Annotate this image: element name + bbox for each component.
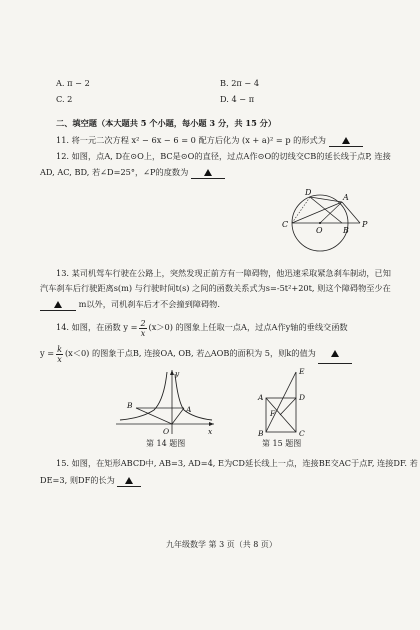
label-B: B (258, 429, 264, 438)
label-E: E (299, 367, 305, 376)
question-14-line1-pre: 14. 如图，在函数 y = (56, 322, 138, 332)
question-13-line1: 13. 某司机驾车行驶在公路上，突然发现正前方有一障碍物，他迅速采取紧急刹车制动，已知 (56, 268, 391, 278)
label-P: P (362, 220, 368, 229)
fraction-2-over-x (139, 319, 146, 338)
question-12-line2 (40, 167, 225, 179)
question-15-line2 (40, 475, 141, 487)
question-13-line3-text: m以外，司机刹车后才不会撞到障碍物. (78, 299, 220, 309)
fraction-numerator: 2 (140, 318, 146, 328)
fraction-numerator: k (57, 344, 62, 354)
answer-blank-13 (40, 299, 76, 311)
question-14-line2-pre: y = (40, 348, 55, 358)
label-C: C (282, 220, 289, 229)
question-13-line2: 汽车刹车后行驶距离s(m) 与行驶时间t(s) 之间的函数关系式为s=-5t²+20t, 则这个障碍物至少在 (40, 283, 391, 293)
label-F: F (270, 409, 276, 418)
label-O: O (163, 427, 170, 436)
label-A: A (258, 393, 264, 402)
answer-blank-12 (191, 167, 225, 179)
fraction-k-over-x (56, 345, 63, 364)
fraction-denominator: x (57, 354, 62, 364)
triangle-marker-icon (204, 169, 212, 176)
label-D: D (305, 188, 312, 197)
label-B: B (127, 401, 133, 410)
label-B: B (343, 226, 349, 235)
label-y: y (175, 369, 180, 378)
figure-15-rectangle-diagram (256, 364, 336, 444)
figure-14-caption: 第 14 题图 (146, 439, 186, 448)
option-b: B. 2π − 4 (220, 78, 260, 88)
figure-15-caption: 第 15 题图 (262, 439, 302, 448)
answer-blank-14 (318, 343, 352, 364)
fraction-denominator: x (140, 328, 146, 338)
option-c: C. 2 (56, 94, 73, 104)
question-11-text: 11. 将一元二次方程 x² − 6x − 6 = 0 配方后化为 (x + a)² = p 的形式为 (56, 135, 326, 145)
answer-blank-11 (329, 135, 363, 147)
question-14-line2-post: (x＜0) 的图象于点B, 连接OA, OB, 若△AOB的面积为 5，则k的值为 (64, 348, 316, 358)
figure-12-circle-diagram (270, 186, 410, 256)
question-13-line3 (40, 299, 220, 311)
triangle-marker-icon (331, 350, 339, 357)
question-14-line1 (56, 317, 348, 338)
option-d: D. 4 − π (220, 94, 255, 104)
question-15-line2-text: DE=3, 则DF的长为 (40, 475, 115, 485)
label-D: D (299, 393, 306, 402)
label-O: O (316, 226, 323, 235)
label-A: A (186, 405, 192, 414)
figure-14-hyperbola-graph (112, 368, 222, 438)
question-15-line1: 15. 如图，在矩形ABCD中, AB=3, AD=4, E为CD延长线上一点，连接BE交AC于点F, 连接DF. 若 (56, 458, 418, 468)
triangle-marker-icon (125, 477, 133, 484)
section-title: 二、填空题（本大题共 5 个小题，每小题 3 分，共 15 分） (56, 118, 277, 128)
question-12-line2-text: AD, AC, BD, 若∠D=25°，∠P的度数为 (40, 167, 189, 177)
label-C: C (299, 429, 305, 438)
question-12-line1: 12. 如图，点A, D在⊙O上，BC是⊙O的直径，过点A作⊙O的切线交CB的延长线于点P, 连接 (56, 151, 391, 161)
option-a: A. π − 2 (56, 78, 90, 88)
answer-blank-15 (117, 475, 141, 487)
question-14-line2 (40, 343, 352, 364)
label-A: A (343, 193, 349, 202)
triangle-marker-icon (342, 137, 350, 144)
page-footer: 九年级数学 第 3 页（共 8 页） (166, 540, 277, 549)
label-x: x (208, 427, 213, 436)
question-11 (56, 135, 363, 147)
triangle-marker-icon (54, 301, 62, 308)
question-14-line1-post: (x＞0) 的图象上任取一点A，过点A作y轴的垂线交函数 (148, 322, 348, 332)
